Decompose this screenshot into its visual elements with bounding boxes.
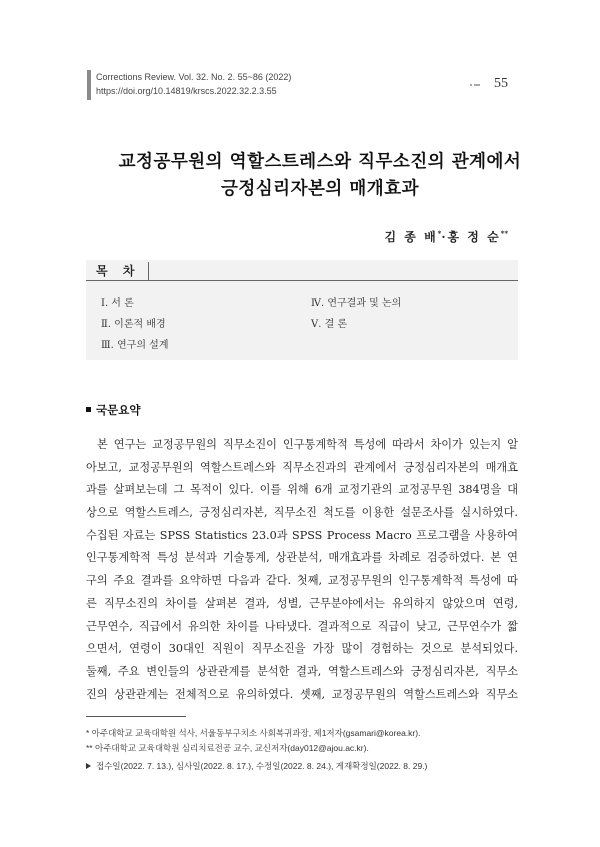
toc-heading <box>86 262 149 280</box>
toc-divider <box>86 280 518 281</box>
abstract-line: 구의 주요 결과를 요약하면 다음과 같다. 첫째, 교정공무원의 인구통계학적 특성에 따 <box>86 574 518 588</box>
author-1: 김 종 배 <box>384 230 438 244</box>
paper-title-line2: 긍정심리자본의 매개효과 <box>220 179 420 199</box>
footnote-author-2: ** 아주대학교 교육대학원 심리치료전공 교수, 교신저자(day012@ajou.ac.kr). <box>86 743 369 753</box>
page-number: 55 <box>494 76 508 91</box>
toc-item[interactable]: Ⅱ. 이론적 배경 <box>101 319 166 330</box>
abstract-body <box>86 434 518 706</box>
toc-item[interactable]: Ⅳ. 연구결과 및 논의 <box>311 298 402 309</box>
footnote-dates <box>86 760 427 772</box>
abstract-line: 으면서, 연령이 30대인 직원이 직무소진을 가장 많이 경험하는 것으로 분석되었다. <box>86 642 518 656</box>
header-dash-long <box>474 84 480 86</box>
toc-item[interactable]: Ⅴ. 결 론 <box>311 319 348 330</box>
abstract-line: 인구통계학적 특성 분석과 기술통계, 상관분석, 매개효과를 차례로 검증하였다. 본 연 <box>86 551 518 565</box>
footnote-author-1: * 아주대학교 교육대학원 석사, 서울동부구치소 사회복귀과장, 제1저자(gsamari@korea.kr). <box>86 728 421 738</box>
author-line <box>385 228 508 245</box>
abstract-line: 수집된 자료는 SPSS Statistics 23.0과 SPSS Process Macro 프로그램을 사용하여 <box>86 528 518 542</box>
abstract-line: 상으로 역할스트레스, 긍정심리자본, 직무소진 척도를 이용한 설문조사를 실시하였다. <box>86 506 518 520</box>
author-2: 홍 정 순 <box>447 230 501 244</box>
journal-citation: Corrections Review. Vol. 32. No. 2. 55~86 (2022) <box>96 72 292 82</box>
toc-item[interactable]: Ⅲ. 연구의 설계 <box>101 340 169 351</box>
abstract-line: 아보고, 교정공무원의 역할스트레스와 직무소진과의 관계에서 긍정심리자본의 매개효 <box>86 460 518 474</box>
footnote-dates-text: 접수일(2022. 7. 13.), 심사일(2022. 8. 17.), 수정일(2022. 8. 24.), 게재확정일(2022. 8. 29.) <box>96 761 428 771</box>
author-separator: · <box>441 230 448 244</box>
abstract-line: 진의 상관관계는 전체적으로 유의하였다. 셋째, 교정공무원의 역할스트레스와 직무소 <box>86 687 518 701</box>
author-1-mark: * <box>437 229 442 238</box>
abstract-line: 른 직무소진의 차이를 살펴본 결과, 성별, 근무분야에서는 유의하지 않았으며 연령, <box>86 596 518 610</box>
footnote-divider <box>86 716 186 717</box>
triangle-bullet-icon <box>86 763 91 769</box>
abstract-line: 본 연구는 교정공무원의 직무소진이 인구통계학적 특성에 따라서 차이가 있는지 알 <box>97 438 518 451</box>
abstract-heading <box>86 402 140 418</box>
abstract-line: 둘째, 주요 변인들의 상관관계를 분석한 결과, 역할스트레스와 긍정심리자본, 직무소 <box>86 664 518 678</box>
bullet-square-icon <box>86 407 91 412</box>
toc-heading-label: 목 차 <box>96 264 141 278</box>
abstract-heading-label: 국문요약 <box>96 405 141 417</box>
header-dash <box>470 84 472 86</box>
abstract-line: 과를 살펴보는데 그 목적이 있다. 이를 위해 6개 교정기관의 교정공무원 384명을 대 <box>86 483 518 497</box>
journal-header <box>87 70 291 100</box>
doi-link[interactable]: https://doi.org/10.14819/krscs.2022.32.2.3.55 <box>96 86 277 96</box>
author-2-mark: ** <box>500 229 508 238</box>
abstract-line: 근무연수, 직급에서 유의한 차이를 나타냈다. 결과적으로 직급이 낮고, 근무연수가 짧 <box>86 619 518 633</box>
toc-item[interactable]: Ⅰ. 서 론 <box>101 298 134 309</box>
paper-title-line1: 교정공무원의 역할스트레스와 직무소진의 관계에서 <box>118 152 522 172</box>
